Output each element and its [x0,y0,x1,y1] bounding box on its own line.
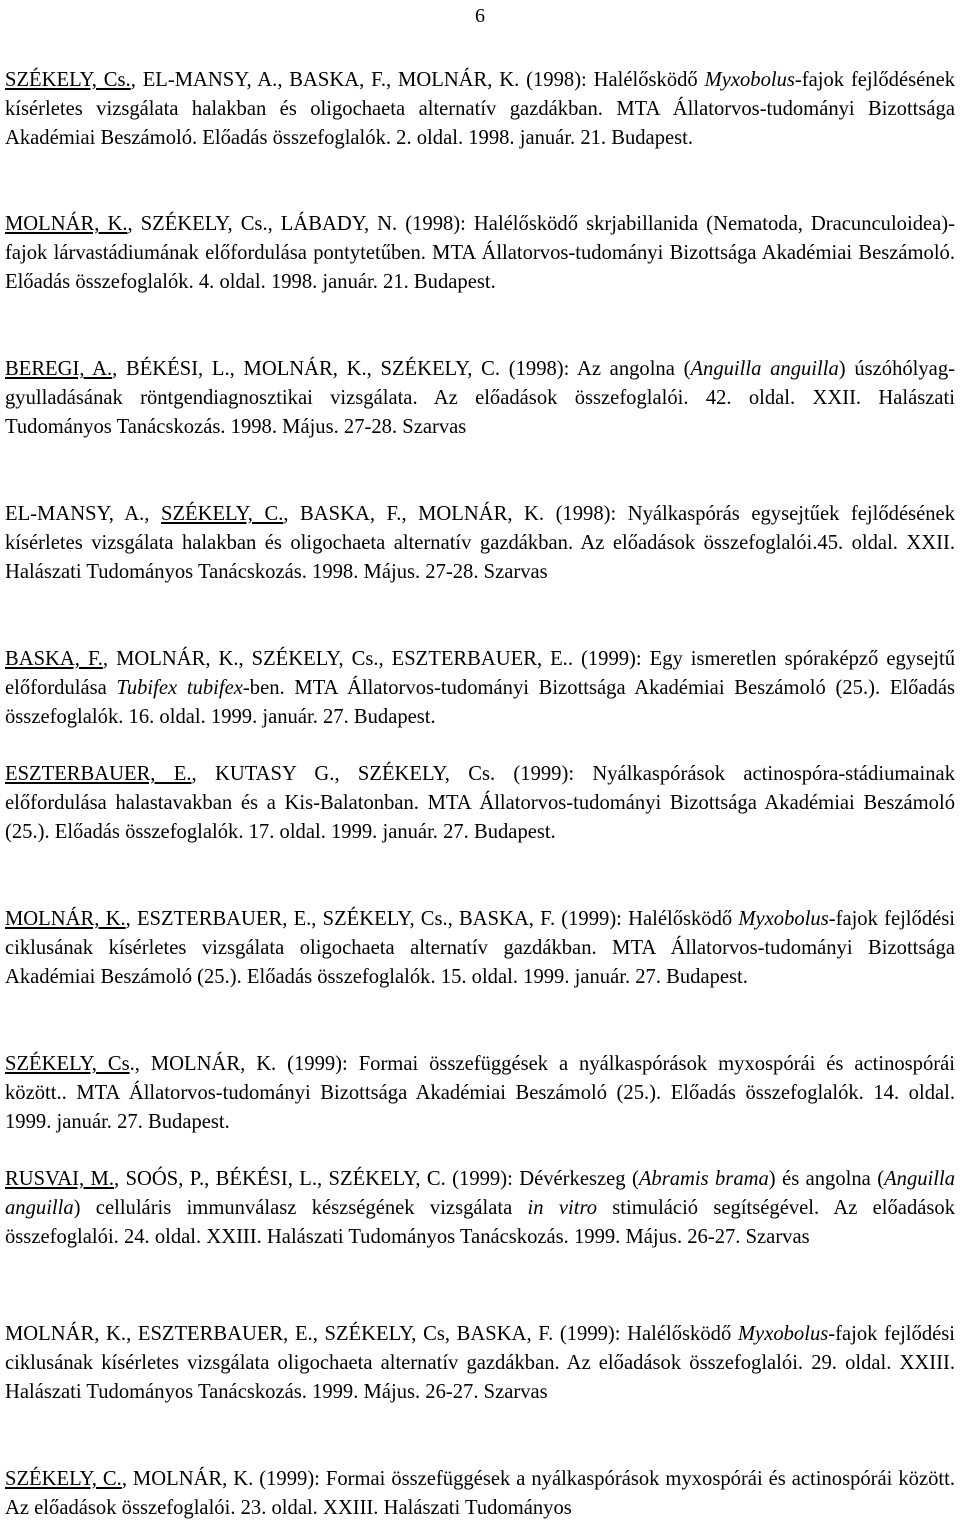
reference-entry [5,905,955,992]
underlined-author: MOLNÁR, K. [5,908,126,930]
reference-text: , ESZTERBAUER, E., SZÉKELY, Cs., BASKA, F. (1999): Halélősködő [125,908,739,930]
reference-text: , BÉKÉSI, L., MOLNÁR, K., SZÉKELY, C. (1998): Az angolna ( [112,358,691,380]
reference-text: ) és angolna ( [768,1168,885,1190]
italic-term: Anguilla anguilla [5,1168,955,1219]
page-number: 6 [475,5,485,27]
underlined-author: BEREGI, A. [5,358,113,380]
underlined-author: SZÉKELY, C. [160,503,284,525]
reference-text: ) celluláris immunválasz készségének vizsgálata [73,1197,528,1219]
underlined-author: SZÉKELY, Cs [5,1053,130,1075]
underlined-author: BASKA, F. [5,648,103,670]
reference-text: , MOLNÁR, K., SZÉKELY, Cs., ESZTERBAUER, E.. (1999): Egy ismeretlen spóraképző egysejtű előfordulása [5,648,955,699]
reference-text: -ben. MTA Állatorvos-tudományi Bizottsága Akadémiai Beszámoló (25.). Előadás összefoglalók. 16. oldal. 1999. január. 27. Budapest. [5,677,956,728]
reference-text: -fajok fejlődési ciklusának kísérletes vizsgálata oligochaeta alternatív gazdákban. Az előadások összefoglalói. 29. oldal. XXIII. Halászati Tudományos Tanácskozás. 1999. Május. 26-27. Szarvas [5,1323,956,1403]
italic-term: in vitro [527,1197,597,1219]
reference-text: , KUTASY G., SZÉKELY, Cs. (1999): Nyálkaspórások actinospóra-stádiumainak előfordulása halastavakban és a Kis-Balatonban. MTA Állatorvos-tudományi Bizottsága Akadémiai Beszámoló (25.). Előadás összefoglalók. 17. oldal. 1999. január. 27. Budapest. [5,763,955,843]
reference-text: -fajok fejlődésének kísérletes vizsgálata halakban és oligochaeta alternatív gazdákban. MTA Állatorvos-tudományi Bizottsága Akadémiai Beszámoló. Előadás összefoglalók. 2. oldal. 1998. január. 21. Budapest. [5,69,956,149]
reference-entry [5,66,955,153]
italic-term: Anguilla anguilla [690,358,839,380]
reference-text: , SZÉKELY, Cs., LÁBADY, N. (1998): Halélősködő skrjabillanida (Nematoda, Dracunculoidea)-fajok lárvastádiumának előfordulása pontytetűben. MTA Állatorvos-tudományi Bizottsága Akadémiai Beszámoló. Előadás összefoglalók. 4. oldal. 1998. január. 21. Budapest. [5,213,955,293]
reference-entry [5,1165,955,1252]
reference-text: stimuláció segítségével. Az előadások összefoglalói. 24. oldal. XXIII. Halászati Tudományos Tanácskozás. 1999. Május. 26-27. Szarvas [5,1197,955,1248]
underlined-author: SZÉKELY, C. [5,1468,122,1490]
reference-entry [5,1050,955,1137]
reference-text: ., MOLNÁR, K. (1999): Formai összefüggések a nyálkaspórások myxospórái és actinospórái között.. MTA Állatorvos-tudományi Bizottsága Akadémiai Beszámoló (25.). Előadás összefoglalók. 14. oldal. 1999. január. 27. Budapest. [5,1053,955,1133]
italic-term: Abramis brama [638,1168,769,1190]
reference-text: , BASKA, F., MOLNÁR, K. (1998): Nyálkaspórás egysejtűek fejlődésének kísérletes vizsgálata halakban és oligochaeta alternatív gazdákban. Az előadások összefoglalói.45. oldal. XXII. Halászati Tudományos Tanácskozás. 1998. Május. 27-28. Szarvas [5,503,955,583]
reference-text: ) úszóhólyag-gyulladásának röntgendiagnosztikai vizsgálata. Az előadások összefoglalói. 42. oldal. XXII. Halászati Tudományos Tanácskozás. 1998. Május. 27-28. Szarvas [5,358,955,438]
reference-text: , MOLNÁR, K. (1999): Formai összefüggések a nyálkaspórások myxospórái és actinospórái között. Az előadások összefoglalói. 23. oldal. XXIII. Halászati Tudományos [5,1468,955,1519]
reference-entry [5,210,955,297]
underlined-author: ESZTERBAUER, E. [5,763,192,785]
reference-text: , SOÓS, P., BÉKÉSI, L., SZÉKELY, C. (1999): Dévérkeszeg ( [114,1168,639,1190]
reference-entry [5,500,955,587]
italic-term: Myxobolus [738,908,829,930]
reference-entry [5,1320,955,1407]
reference-text: -fajok fejlődési ciklusának kísérletes vizsgálata oligochaeta alternatív gazdákban. MTA Állatorvos-tudományi Bizottsága Akadémiai Beszámoló (25.). Előadás összefoglalók. 15. oldal. 1999. január. 27. Budapest. [5,908,956,988]
underlined-author: RUSVAI, M. [5,1168,115,1190]
reference-text: , EL-MANSY, A., BASKA, F., MOLNÁR, K. (1998): Halélősködő [130,69,705,91]
reference-entry [5,760,955,847]
reference-text: EL-MANSY, A., [5,503,161,525]
italic-term: Myxobolus [737,1323,829,1345]
reference-text: MOLNÁR, K., ESZTERBAUER, E., SZÉKELY, Cs, BASKA, F. (1999): Halélősködő [5,1323,738,1345]
underlined-author: SZÉKELY, Cs. [5,69,131,91]
reference-entry [5,355,955,442]
reference-entry [5,1465,955,1523]
reference-entry [5,645,955,732]
italic-term: Myxobolus [704,69,795,91]
underlined-author: MOLNÁR, K. [5,213,128,235]
italic-term: Tubifex tubifex [116,677,243,699]
